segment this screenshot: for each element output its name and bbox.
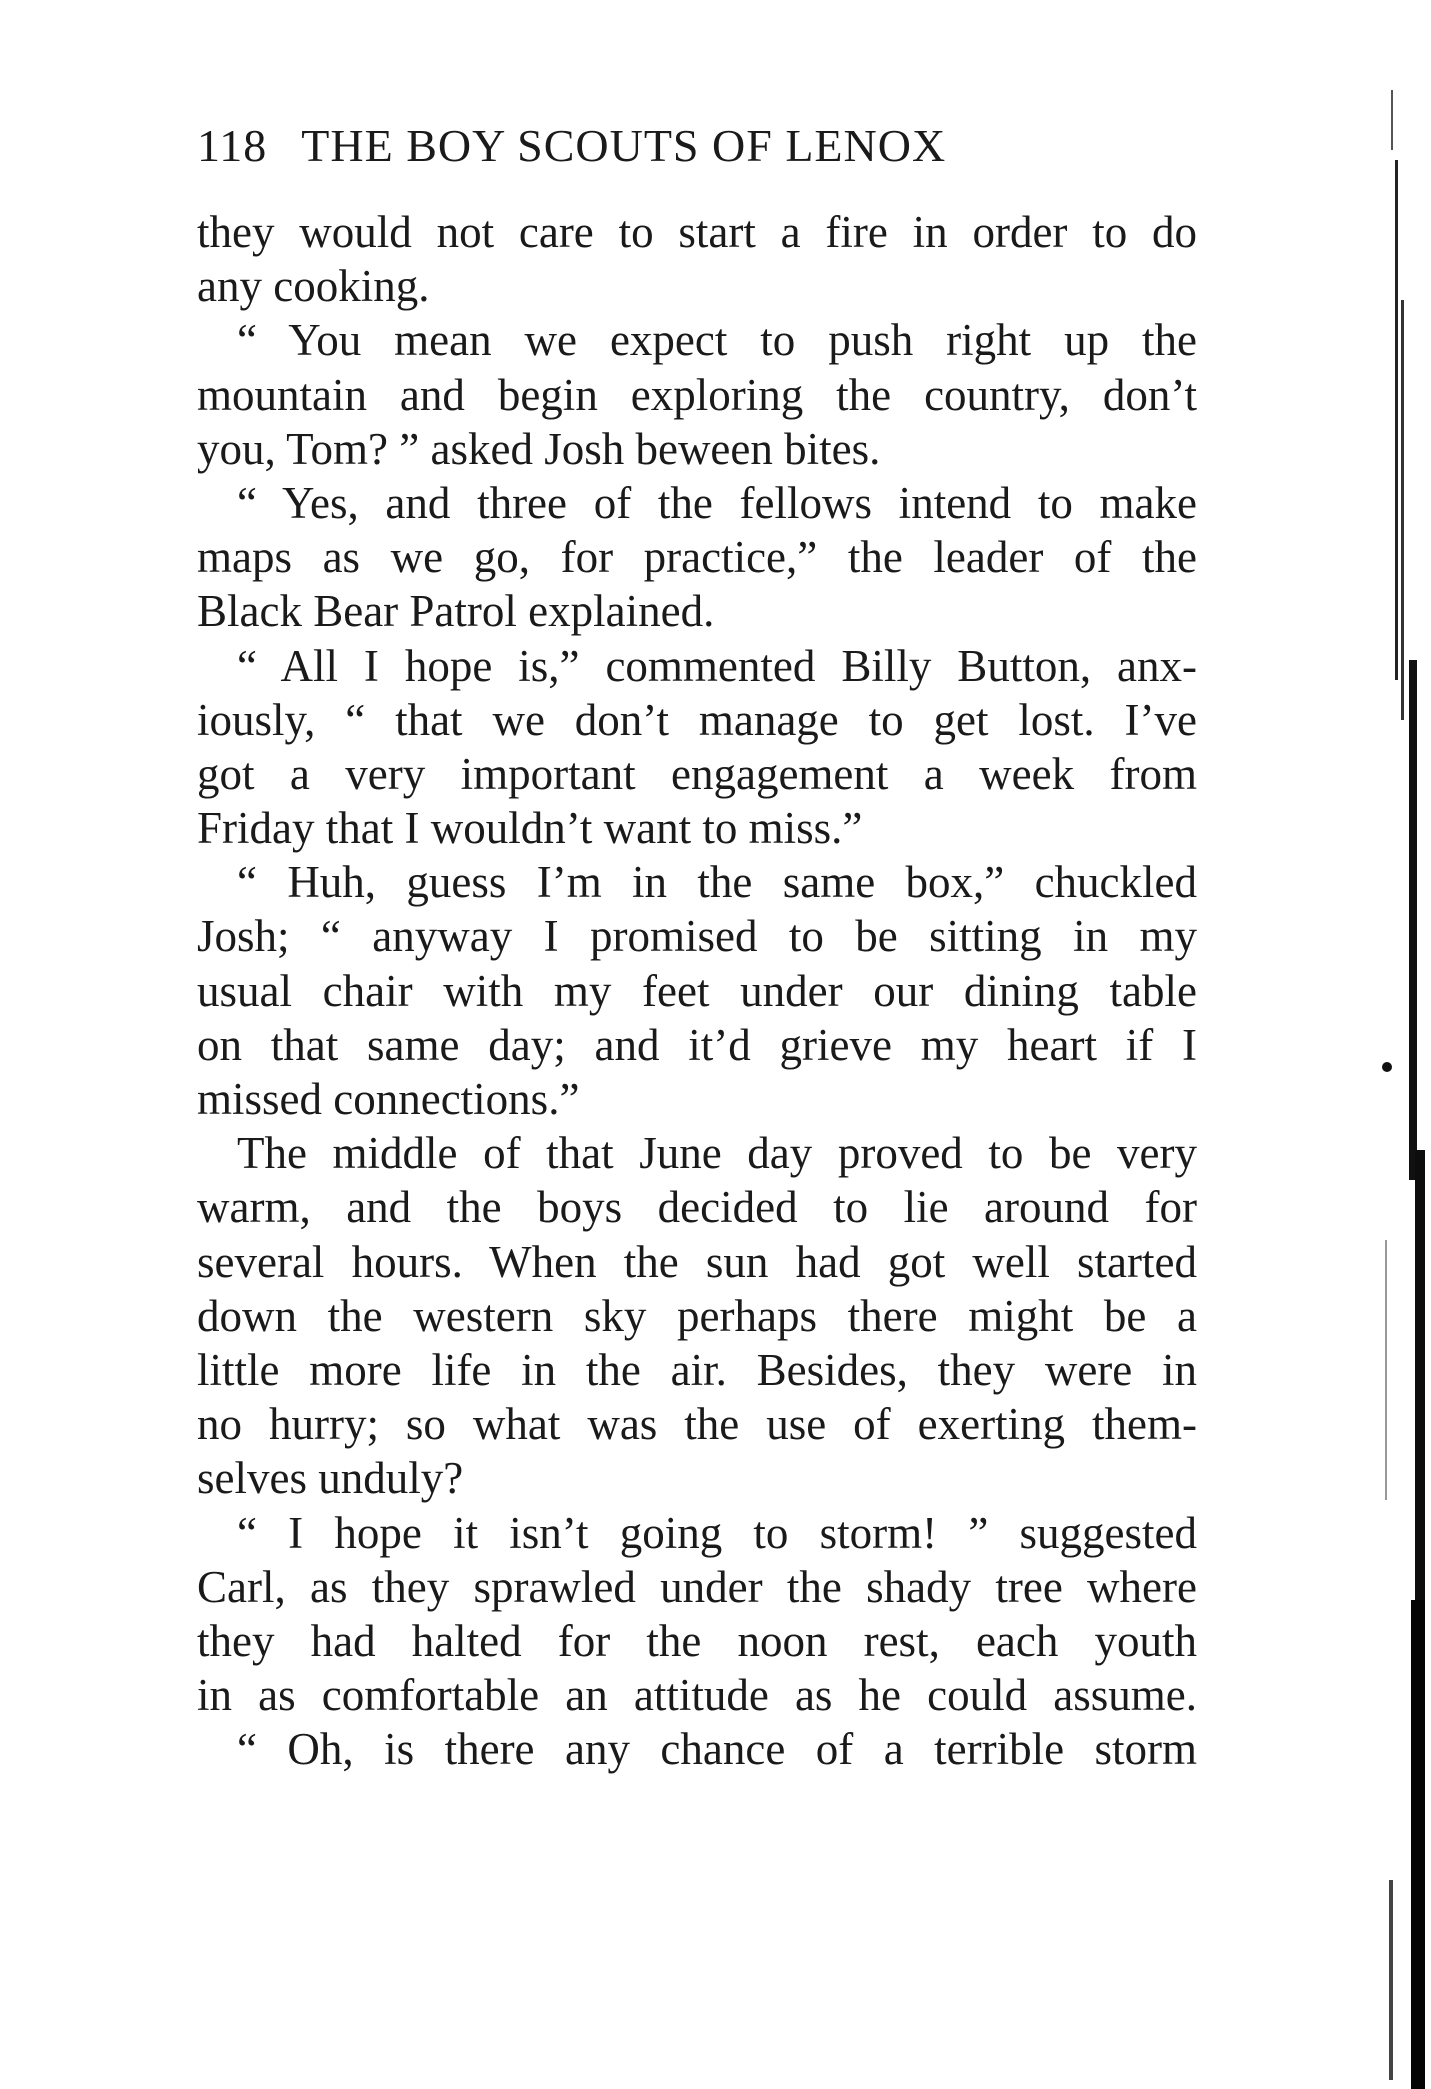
text-line: you, Tom? ” asked Josh beween bites. [197, 423, 881, 474]
text-line: little more life in the air. Besides, they were in [197, 1344, 1197, 1395]
text-line: on that same day; and it’d grieve my heart if I [197, 1019, 1197, 1070]
text-line: usual chair with my feet under our dining table [197, 965, 1197, 1016]
text-line: they had halted for the noon rest, each youth [197, 1615, 1197, 1666]
text-line: any cooking. [197, 261, 430, 312]
text-line: selves unduly? [197, 1453, 464, 1504]
running-title: THE BOY SCOUTS OF LENOX [301, 120, 947, 171]
text-line: they would not care to start a fire in order to do [197, 207, 1197, 257]
text-line: Friday that I wouldn’t want to miss.” [197, 803, 863, 854]
page-number: 118 [197, 120, 268, 171]
text-line: “ I hope it isn’t going to storm! ” suggested [237, 1507, 1197, 1558]
text-line: Josh; “ anyway I promised to be sitting in my [197, 911, 1197, 962]
text-line: in as comfortable an attitude as he could assume. [197, 1670, 1197, 1721]
scan-binding-shadow [1371, 0, 1431, 2089]
text-line: missed connections.” [197, 1074, 580, 1124]
text-line: “ Oh, is there any chance of a terrible storm [237, 1724, 1197, 1775]
body-text [197, 205, 1197, 1776]
text-line: no hurry; so what was the use of exerting them- [197, 1399, 1197, 1450]
text-line: down the western sky perhaps there might be a [197, 1290, 1197, 1341]
text-line: mountain and begin exploring the country, don’t [197, 369, 1197, 420]
text-line: “ Huh, guess I’m in the same box,” chuckled [237, 857, 1197, 908]
text-line: Carl, as they sprawled under the shady tree where [197, 1561, 1197, 1612]
text-line: iously, “ that we don’t manage to get lost. I’ve [197, 694, 1197, 745]
text-line: got a very important engagement a week from [197, 748, 1197, 799]
text-line: maps as we go, for practice,” the leader of the [197, 532, 1197, 583]
text-line: Black Bear Patrol explained. [197, 586, 715, 637]
text-line: “ You mean we expect to push right up the [237, 315, 1197, 366]
running-head [197, 118, 1207, 174]
text-line: several hours. When the sun had got well started [197, 1236, 1197, 1287]
text-line: “ All I hope is,” commented Billy Button, anx- [237, 640, 1197, 691]
text-line: The middle of that June day proved to be very [237, 1128, 1197, 1179]
text-line: “ Yes, and three of the fellows intend to make [237, 477, 1197, 528]
text-line: warm, and the boys decided to lie around for [197, 1182, 1197, 1233]
